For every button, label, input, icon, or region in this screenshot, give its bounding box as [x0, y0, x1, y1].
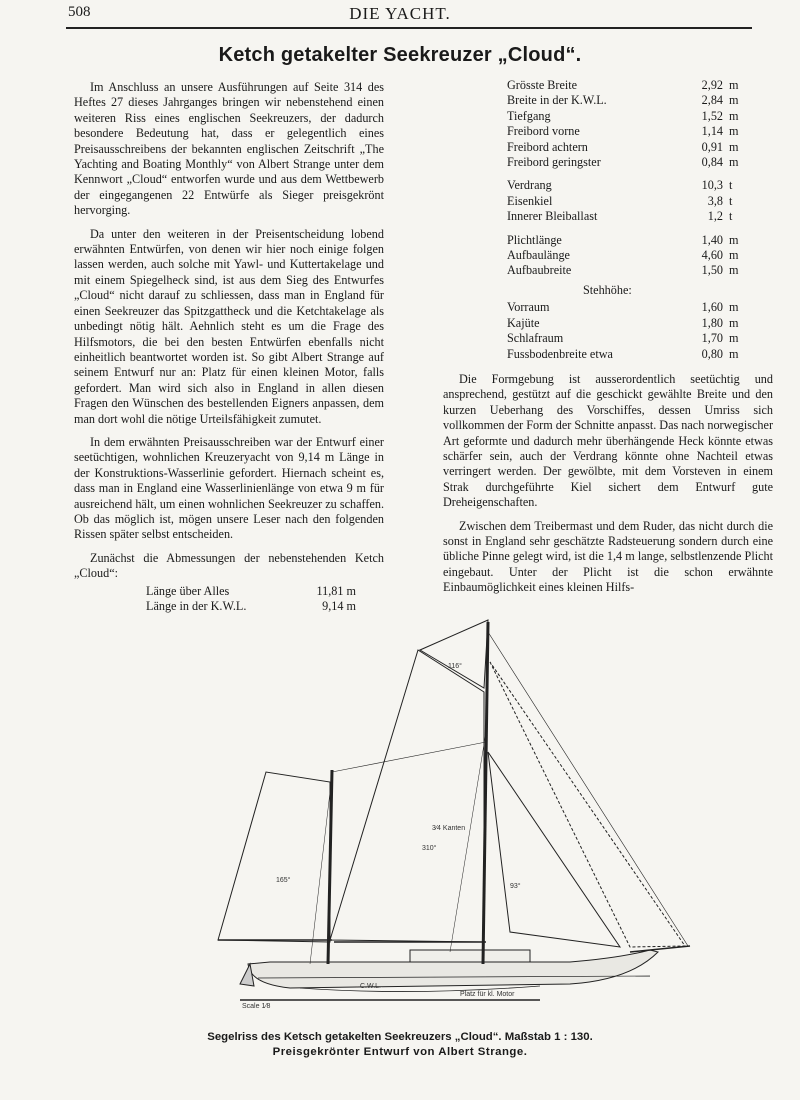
table-row: Länge in der K.W.L. 9,14 m	[146, 599, 356, 613]
figure-label: 116°	[448, 663, 462, 670]
figure-label: 165°	[276, 877, 291, 884]
header-rule	[66, 27, 752, 29]
dimensions-table-right	[507, 78, 759, 279]
table-row: Innerer Bleiballast 1,2 t	[507, 209, 733, 224]
table-row: Schlafraum 1,70 m	[507, 331, 739, 346]
caption-line: Segelriss des Ketsch getakelten Seekreuzers „Cloud“. Maßstab 1 : 130.	[207, 1031, 593, 1043]
figure-caption	[0, 1030, 800, 1060]
table-row: Tiefgang 1,52 m	[507, 108, 739, 123]
table-row: Vorraum 1,60 m	[507, 300, 739, 315]
paragraph: Die Formgebung ist ausserordentlich seetüchtig und ansprechend, gestützt auf die geschickt gewählte Breite und den kurzen Ueberhang des Vorschiffes, dessen Umriss sich vollkommen der Form der Schnitte anpasst. Das nach norwegischer Art geformte und dadurch mehr überhängende Heck könnte etwas schärfer sein, auch der Verdrang könnte ohne Nachteil etwas verringert werden. Der gewölbte, mit dem Vorsteven in einem Strak durchgeführte Kiel sichert dem Entwurf gute Dreheigenschaften.	[443, 371, 773, 510]
figure-label: 310°	[422, 845, 437, 852]
table-row: Verdrang 10,3 t	[507, 178, 733, 193]
deckhouse	[410, 950, 530, 962]
figure-label: 93°	[510, 883, 521, 890]
page-number: 508	[68, 4, 91, 20]
topsail	[420, 620, 488, 688]
mizzen-sail	[218, 772, 330, 942]
paragraph: Da unter den weiteren in der Preisentscheidung lobend erwähnten Entwürfen, von denen wir hier noch einige folgen lassen werden, auch solche mit Yawl- und Kuttertakelage und mit einem Spiegelheck sind, ist aus dem Sieg des Entwurfes „Cloud“ nicht darauf zu schliessen, dass man in England für einen Seekreuzer das Spitzgattheck und die Ketchtakelage als unbedingt nötig hält. Aehnlich steht es um die Frage des Hilfsmotors, die bei den besten Entwürfen ebenfalls nicht einheitlich beantwortet worden ist. So gibt Albert Strange auf seinem Entwurf nur an: Platz für einen kleinen Motor, falls gefordert. Man wird sich also in England in allen diesen Fragen den Wünschen des bestellenden Eigners anpassen, dem man dort wohl die nötige Urteilsfähigkeit zumutet.	[74, 226, 384, 426]
left-column	[74, 80, 384, 614]
table-row: Aufbaulänge 4,60 m	[507, 248, 739, 263]
jib	[490, 662, 685, 947]
table-row: Länge über Alles 11,81 m	[146, 583, 356, 598]
table-row: Grösste Breite 2,92 m	[507, 78, 739, 92]
paragraph: In dem erwähnten Preisausschreiben war der Entwurf einer seetüchtigen, wohnlichen Kreuzeryacht von 9,14 m Länge in der Konstruktions-Wasserlinie gefordert. Hiernach scheint es, dass man in England eine Wasserlinienlänge von etwa 9 m für ausreichend hält, um einen wohnlichen Seekreuzer zu schaffen. Ob das möglich ist, mögen unsere Leser nach den folgenden Rissen später selbst entscheiden.	[74, 434, 384, 542]
figure-label: 3⁄4 Kanten	[432, 825, 466, 832]
table-row: Fussbodenbreite etwa 0,80 m	[507, 346, 739, 361]
headroom-heading: Stehhöhe:	[583, 282, 632, 297]
figure-label: Scale 1⁄8	[242, 1003, 271, 1010]
table-row: Kajüte 1,80 m	[507, 315, 739, 330]
caption-line: Preisgekrönter Entwurf von Albert Strange.	[272, 1046, 528, 1058]
running-title: DIE YACHT.	[349, 4, 451, 23]
table-row: Freibord achtern 0,91 m	[507, 139, 739, 154]
headroom-table	[507, 300, 759, 362]
main-sail	[330, 650, 484, 942]
sail-plan-drawing	[210, 592, 710, 1022]
paragraph: Zwischen dem Treibermast und dem Ruder, das nicht durch die sonst in England sehr geschätzte Radsteuerung sondern durch eine übliche Pinne gelegt wird, ist die 1,4 m lange, selbstlenzende Plicht eingebaut. Unter der Plicht ist die schon erwähnte Einbaumöglichkeit eines kleinen Hilfs-	[443, 518, 773, 595]
shroud	[450, 732, 486, 952]
triatic-stay	[332, 742, 486, 772]
table-row: Freibord geringster 0,84 m	[507, 155, 739, 170]
table-row: Eisenkiel 3,8 t	[507, 193, 733, 208]
right-column	[443, 78, 773, 604]
paragraph: Zunächst die Abmessungen der nebenstehenden Ketch „Cloud“:	[74, 550, 384, 581]
figure-label: C.W.L.	[360, 983, 382, 990]
shroud	[310, 792, 330, 964]
table-row: Breite in der K.W.L. 2,84 m	[507, 93, 739, 108]
paragraph: Im Anschluss an unsere Ausführungen auf Seite 314 des Heftes 27 dieses Jahrganges bringen wir nebenstehend einen weiteren Riss eines englischen Seekreuzers, der dadurch besondere Bedeutung hat, dass er gelegentlich eines Preisausschreibens der bekannten englischen Zeitschrift „The Yachting and Boating Monthly“ von Albert Strange unter dem Kennwort „Cloud“ entworfen wurde und aus dem Wettbewerb der eingegangenen 22 Entwürfe als Sieger preisgekrönt hervorging.	[74, 80, 384, 218]
table-row: Aufbaubreite 1,50 m	[507, 263, 739, 278]
figure-label: Platz für kl. Motor	[460, 991, 515, 998]
table-row: Plichtlänge 1,40 m	[507, 232, 739, 247]
staysail	[488, 752, 620, 947]
article-title: Ketch getakelter Seekreuzer „Cloud“.	[218, 44, 582, 66]
table-row: Freibord vorne 1,14 m	[507, 124, 739, 139]
